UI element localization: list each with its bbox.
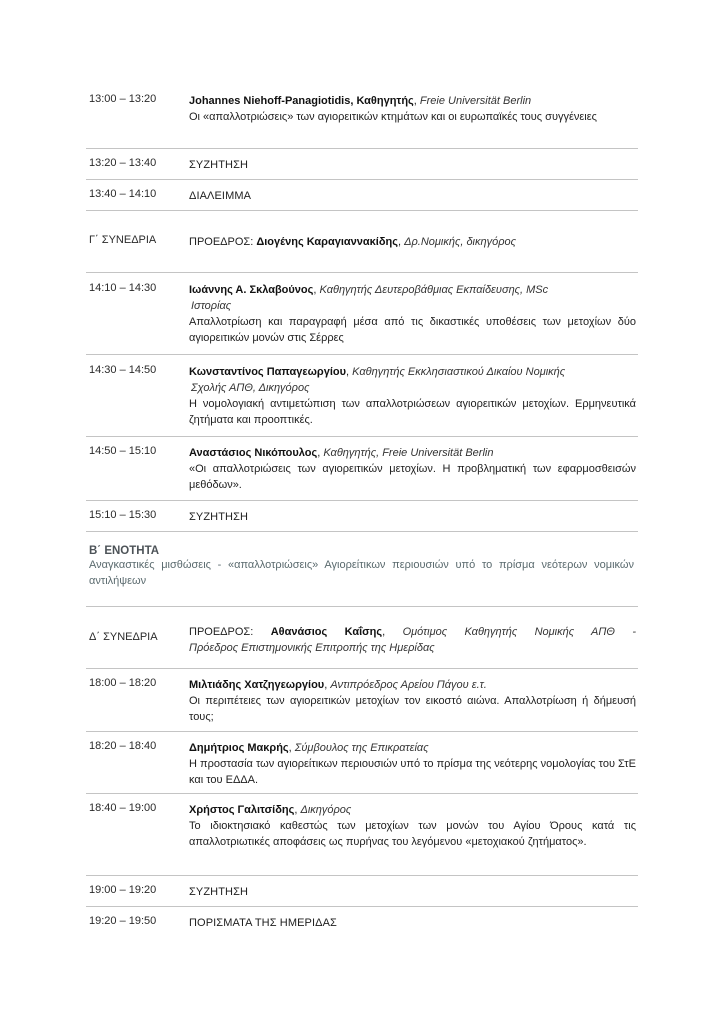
speaker-line: Κωνσταντίνος Παπαγεωργίου, Καθηγητής Εκκλησιαστικού Δικαίου Νομικής <box>189 366 566 378</box>
schedule-label: ΔΙΑΛΕΙΜΜΑ <box>189 190 252 202</box>
chair-name: Αθανάσιος Καΐσης <box>270 626 383 638</box>
row-divider <box>86 606 638 607</box>
talk-entry <box>189 364 636 428</box>
speaker-name: Μιλτιάδης Χατζηγεωργίου <box>189 679 325 691</box>
time-slot: 19:20 – 19:50 <box>89 915 157 927</box>
time-slot: 19:00 – 19:20 <box>89 884 157 896</box>
row-divider <box>86 354 638 355</box>
row-divider <box>86 668 638 669</box>
speaker-name: Ιωάννης Α. Σκλαβούνος <box>189 284 314 296</box>
speaker-line: Μιλτιάδης Χατζηγεωργίου, Αντιπρόεδρος Αρείου Πάγου ε.τ. <box>189 679 487 691</box>
speaker-affiliation: Αντιπρόεδρος Αρείου Πάγου ε.τ. <box>330 679 487 691</box>
talk-entry <box>189 677 636 725</box>
schedule-label: ΣΥΖΗΤΗΣΗ <box>189 511 249 523</box>
section-subtitle: Αναγκαστικές μισθώσεις - «απαλλοτριώσεις» Αγιορείτικων περιουσιών υπό το πρίσμα νεότερων νομικών αντιλήψεων <box>89 559 634 587</box>
speaker-name: Κωνσταντίνος Παπαγεωργίου <box>189 366 347 378</box>
row-divider <box>86 272 638 273</box>
row-divider <box>86 179 638 180</box>
row-divider <box>86 793 638 794</box>
speaker-line: Johannes Niehoff-Panagiotidis, Καθηγητής, Freie Universität Berlin <box>189 95 532 107</box>
speaker-name: Αναστάσιος Νικόπουλος <box>189 447 318 459</box>
time-slot: 18:40 – 19:00 <box>89 802 157 814</box>
section-title: Β΄ ΕΝΟΤΗΤΑ <box>89 545 160 557</box>
row-divider <box>86 731 638 732</box>
speaker-affiliation-cont: Ιστορίας <box>191 300 232 312</box>
speaker-name: Χρήστος Γαλιτσίδης <box>189 804 295 816</box>
speaker-affiliation: Freie Universität Berlin <box>419 95 532 107</box>
row-divider <box>86 436 638 437</box>
chair-role-cont: Πρόεδρος Επιστημονικής Επιτροπής της Ημερίδας <box>189 642 435 654</box>
chair-prefix: ΠΡΟΕΔΡΟΣ: <box>189 236 254 248</box>
speaker-line: Χρήστος Γαλιτσίδης, Δικηγόρος <box>189 804 352 816</box>
speaker-line: Ιωάννης Α. Σκλαβούνος, Καθηγητής Δευτεροβάθμιας Εκπαίδευσης, MSc <box>189 284 549 296</box>
talk-title: Απαλλοτρίωση και παραγραφή μέσα από τις δικαστικές υποθέσεις των μετοχίων δύο αγιορειτικών μονών στις Σέρρες <box>189 316 636 344</box>
talk-title: Το ιδιοκτησιακό καθεστώς των μετοχίων των μονών του Αγίου Όρους κατά τις απαλλοτριωτικές αποφάσεις ως πυρήνας του λεγόμενου «μετοχιακού ζητήματος». <box>189 820 636 848</box>
speaker-name: Johannes Niehoff-Panagiotidis, Καθηγητής <box>189 95 414 107</box>
speaker-affiliation: Δικηγόρος <box>300 804 352 816</box>
chair-role: Ομότιμος Καθηγητής Νομικής ΑΠΘ - <box>402 626 636 638</box>
time-slot: 13:20 – 13:40 <box>89 157 157 169</box>
session-name: Δ΄ ΣΥΝΕΔΡΙΑ <box>89 631 158 643</box>
time-slot: 18:20 – 18:40 <box>89 740 157 752</box>
row-divider <box>86 875 638 876</box>
talk-entry <box>189 282 636 346</box>
time-slot: 18:00 – 18:20 <box>89 677 157 689</box>
row-divider <box>86 210 638 211</box>
row-divider <box>86 906 638 907</box>
talk-title: Η νομολογιακή αντιμετώπιση των απαλλοτριώσεων αγιορειτικών μετοχίων. Ερμηνευτικά ζητήματα και προοπτικές. <box>189 398 636 426</box>
speaker-affiliation: Καθηγητής, Freie Universität Berlin <box>323 447 494 459</box>
talk-title: Η προστασία των αγιορείτικων περιουσιών υπό το πρίσμα της νεότερης νομολογίας του ΣτΕ και του ΕΔΔΑ. <box>189 758 636 786</box>
chair-role: Δρ.Νομικής, δικηγόρος <box>404 236 516 248</box>
row-divider <box>86 531 638 532</box>
time-slot: 14:10 – 14:30 <box>89 282 157 294</box>
talk-entry <box>189 445 636 493</box>
speaker-affiliation-cont: Σχολής ΑΠΘ, Δικηγόρος <box>191 382 310 394</box>
speaker-name: Δημήτριος Μακρής <box>189 742 289 754</box>
schedule-label: ΣΥΖΗΤΗΣΗ <box>189 886 249 898</box>
row-divider <box>86 500 638 501</box>
talk-entry <box>189 93 636 125</box>
speaker-line: Δημήτριος Μακρής, Σύμβουλος της Επικρατείας <box>189 742 429 754</box>
speaker-affiliation: Καθηγητής Εκκλησιαστικού Δικαίου Νομικής <box>352 366 566 378</box>
talk-entry <box>189 802 636 850</box>
chair-prefix: ΠΡΟΕΔΡΟΣ: <box>189 626 254 638</box>
session-chair: ΠΡΟΕΔΡΟΣ: Διογένης Καραγιαννακίδης, Δρ.Νομικής, δικηγόρος <box>189 236 516 248</box>
time-slot: 13:00 – 13:20 <box>89 93 157 105</box>
talk-entry <box>189 740 636 788</box>
time-slot: 15:10 – 15:30 <box>89 509 157 521</box>
schedule-label: ΣΥΖΗΤΗΣΗ <box>189 159 249 171</box>
chair-name: Διογένης Καραγιαννακίδης <box>256 236 398 248</box>
talk-title: Οι «απαλλοτριώσεις» των αγιορειτικών κτημάτων και οι ευρωπαϊκές τους συγγένειες <box>189 111 597 123</box>
speaker-affiliation: Σύμβουλος της Επικρατείας <box>294 742 429 754</box>
session-chair: ΠΡΟΕΔΡΟΣ: Αθανάσιος Καΐσης, Ομότιμος Καθηγητής Νομικής ΑΠΘ - Πρόεδρος Επιστημονικής Επιτροπής της Ημερίδας <box>189 626 636 654</box>
time-slot: 13:40 – 14:10 <box>89 188 157 200</box>
speaker-line: Αναστάσιος Νικόπουλος, Καθηγητής, Freie Universität Berlin <box>189 447 494 459</box>
time-slot: 14:30 – 14:50 <box>89 364 157 376</box>
speaker-affiliation: Καθηγητής Δευτεροβάθμιας Εκπαίδευσης, MSc <box>319 284 549 296</box>
talk-title: «Οι απαλλοτριώσεις των αγιορειτικών μετοχίων. Η προβληματική των εφαρμοσθεισών μεθόδων». <box>189 463 636 491</box>
time-slot: 14:50 – 15:10 <box>89 445 157 457</box>
schedule-label: ΠΟΡΙΣΜΑΤΑ ΤΗΣ ΗΜΕΡΙΔΑΣ <box>189 917 337 929</box>
talk-title: Οι περιπέτειες των αγιορειτικών μετοχίων τον εικοστό αιώνα. Απαλλοτρίωση ή δήμευσή τους; <box>189 695 636 723</box>
row-divider <box>86 148 638 149</box>
session-name: Γ΄ ΣΥΝΕΔΡΙΑ <box>89 234 157 246</box>
